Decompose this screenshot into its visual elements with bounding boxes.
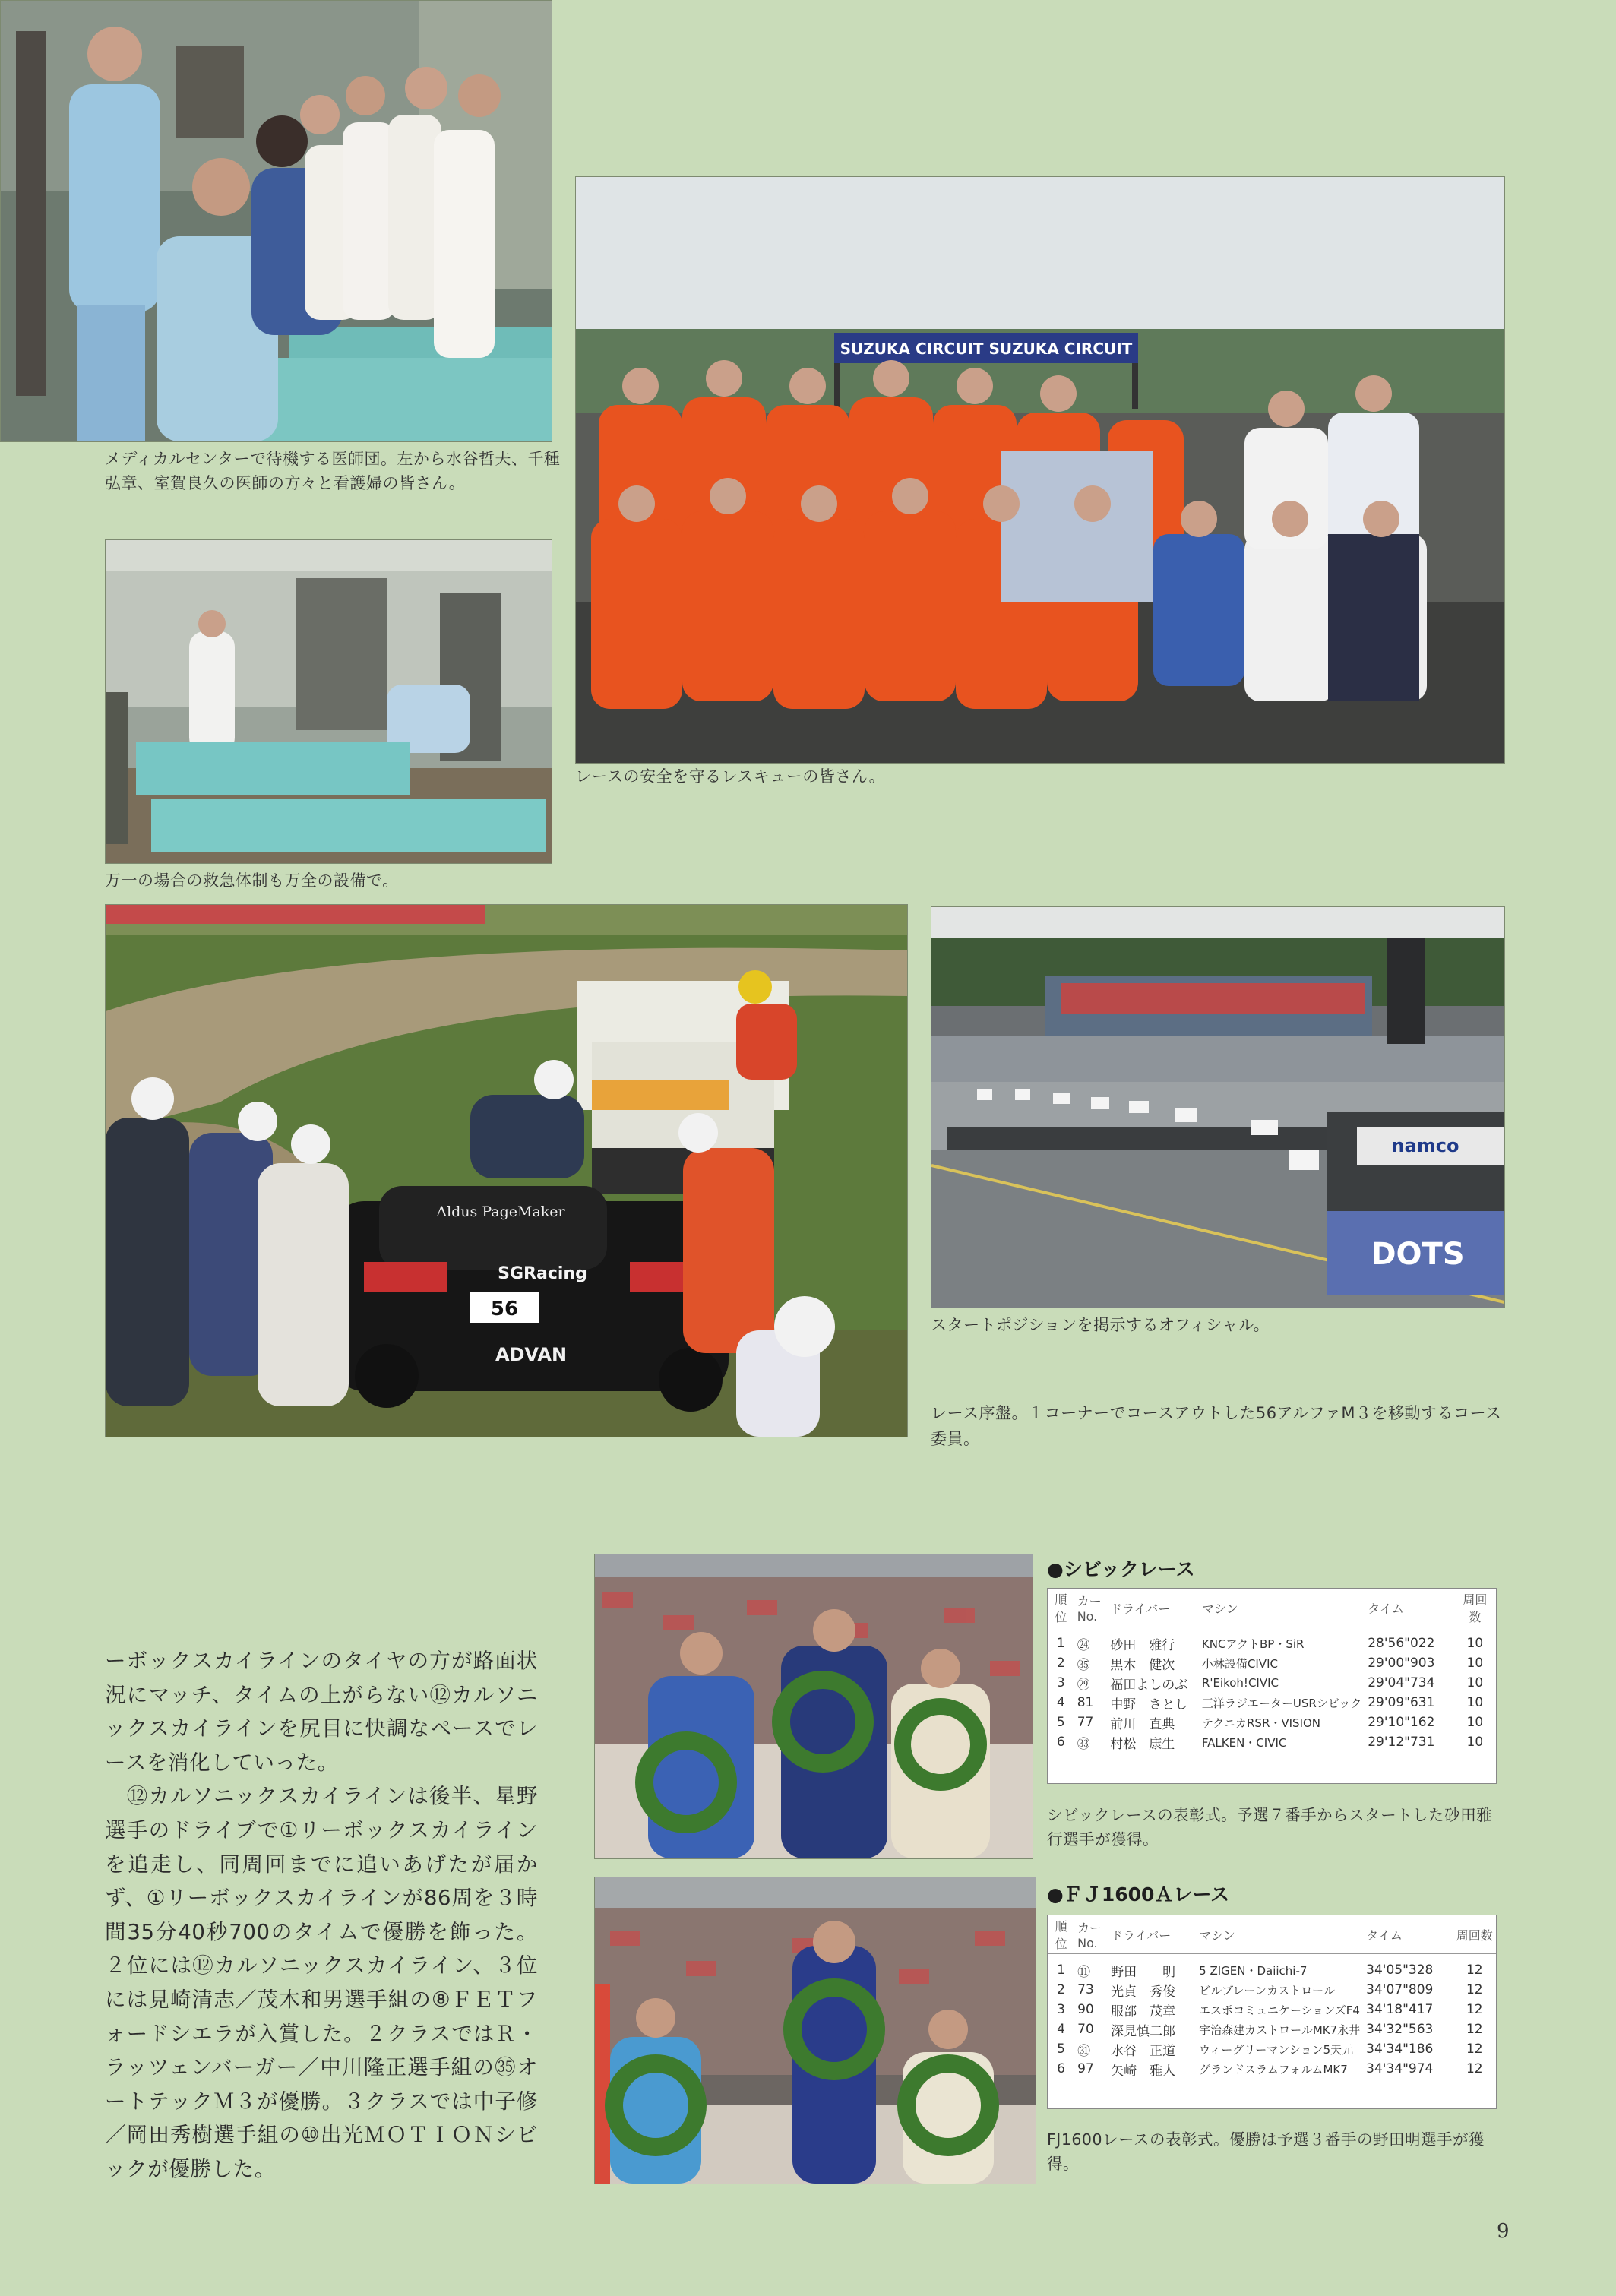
photo-course-out-car (105, 904, 908, 1437)
cell-car-number: 97 (1077, 2061, 1094, 2076)
photo-start-position (931, 906, 1505, 1308)
cell-driver: 前川 直典 (1110, 1716, 1175, 1732)
cell-driver: 矢崎 雅人 (1111, 2063, 1176, 2079)
col-position: 順位 (1048, 1589, 1074, 1627)
cell-driver: 村松 康生 (1110, 1736, 1175, 1752)
car-sponsor-mid: SGRacing (498, 1264, 587, 1283)
fj-results-table (1047, 1915, 1497, 2109)
cell-time: 34'34"974 (1366, 2061, 1434, 2076)
start-position-image (931, 907, 1504, 1308)
cell-car-number: 77 (1077, 1715, 1094, 1730)
fj-results-title: ●ＦＪ1600Ａレース (1047, 1883, 1230, 1905)
cell-laps: 10 (1466, 1735, 1484, 1750)
cell-laps: 10 (1466, 1656, 1484, 1671)
course-out-car-image (106, 905, 907, 1437)
table-row (1048, 1653, 1496, 1673)
col-car-number: カーNo. (1074, 1915, 1108, 1954)
cell-time: 34'34"186 (1366, 2041, 1434, 2057)
cell-machine: FALKEN・CIVIC (1201, 1735, 1287, 1750)
table-row (1048, 1954, 1496, 1981)
cell-time: 29'09"631 (1368, 1695, 1435, 1710)
cell-time: 34'32"563 (1366, 2022, 1434, 2037)
table-row (1048, 1732, 1496, 1752)
cell-position: 1 (1056, 1636, 1065, 1651)
cell-laps: 12 (1466, 1962, 1483, 1978)
circuit-banner-text: SUZUKA CIRCUIT SUZUKA CIRCUIT (840, 340, 1133, 358)
cell-laps: 10 (1466, 1715, 1484, 1730)
cell-laps: 12 (1466, 2041, 1483, 2057)
table-row (1048, 1713, 1496, 1732)
table-row (1048, 2039, 1496, 2059)
cell-machine: ビルブレーンカストロール (1199, 1983, 1335, 1997)
table-row (1048, 1693, 1496, 1713)
civic-results-title: ●シビックレース (1047, 1558, 1195, 1580)
cell-driver: 深見慎二郎 (1111, 2023, 1176, 2039)
cell-time: 34'07"809 (1366, 1982, 1434, 1997)
cell-time: 29'10"162 (1368, 1715, 1435, 1730)
cell-driver: 砂田 雅行 (1110, 1637, 1175, 1653)
cell-driver: 水谷 正道 (1111, 2043, 1176, 2059)
table-row (1048, 2019, 1496, 2039)
cell-car-number: 90 (1077, 2002, 1094, 2017)
cell-car-number: ⑪ (1077, 1964, 1091, 1980)
cell-machine: KNCアクトBP・SiR (1201, 1637, 1305, 1651)
caption-medical-staff: メディカルセンターで待機する医師団。左から水谷哲夫、千種弘章、室賀良久の医師の方々と看護婦の皆さん。 (105, 450, 561, 492)
cell-machine: R'Eikoh!CIVIC (1201, 1676, 1279, 1690)
cell-machine: テクニカRSR・VISION (1201, 1716, 1321, 1730)
article-body (105, 1644, 538, 2187)
caption-emergency: 万一の場合の救急体制も万全の設備で。 (105, 871, 399, 890)
fj-header-row (1048, 1915, 1496, 1954)
col-position: 順位 (1048, 1915, 1074, 1954)
cell-position: 5 (1057, 2041, 1065, 2057)
cell-driver: 黒木 健次 (1110, 1657, 1175, 1673)
cell-machine: ウィーグリーマンション5天元 (1199, 2042, 1354, 2057)
col-machine: マシン (1199, 1589, 1365, 1627)
col-driver: ドライバー (1108, 1915, 1196, 1954)
cell-driver: 野田 明 (1111, 1964, 1176, 1980)
table-row (1048, 1673, 1496, 1693)
cell-position: 4 (1056, 1695, 1065, 1710)
caption-rescue: レースの安全を守るレスキューの皆さん。 (575, 767, 886, 786)
cell-car-number: ㉛ (1077, 2043, 1091, 2059)
car-brand: ADVAN (495, 1344, 568, 1365)
article-paragraph-1: ーボックスカイラインのタイヤの方が路面状況にマッチ、タイムの上がらない⑫カルソニックスカイラインを尻目に快調なペースでレースを消化していった。 (105, 1649, 538, 1775)
emergency-room-image (106, 540, 552, 863)
cell-position: 4 (1057, 2022, 1065, 2037)
cell-time: 34'05"328 (1366, 1962, 1434, 1978)
col-machine: マシン (1196, 1915, 1363, 1954)
col-laps: 周回数 (1453, 1915, 1496, 1954)
cell-laps: 10 (1466, 1636, 1484, 1651)
cell-position: 5 (1056, 1715, 1065, 1730)
cell-time: 34'18"417 (1366, 2002, 1434, 2017)
cell-driver: 光貞 秀俊 (1111, 1984, 1176, 2000)
cell-machine: グランドスラムフォルムMK7 (1199, 2062, 1348, 2076)
cell-car-number: ㉟ (1077, 1657, 1090, 1673)
cell-time: 29'00"903 (1368, 1656, 1435, 1671)
table-row (1048, 1980, 1496, 2000)
cell-laps: 12 (1466, 2002, 1483, 2017)
cell-laps: 10 (1466, 1695, 1484, 1710)
cell-car-number: ㉝ (1077, 1736, 1090, 1752)
dots-sign: DOTS (1371, 1237, 1465, 1272)
photo-emergency-room (105, 539, 552, 864)
cell-time: 29'04"734 (1368, 1675, 1435, 1690)
caption-start-position: スタートポジションを掲示するオフィシャル。 (931, 1316, 1270, 1334)
cell-position: 6 (1057, 2061, 1065, 2076)
cell-position: 2 (1056, 1656, 1065, 1671)
medical-staff-image (1, 1, 552, 441)
cell-machine: 宇治森建カストロールMK7永井 (1199, 2022, 1361, 2037)
col-car-number: カーNo. (1074, 1589, 1108, 1627)
caption-course-out: レース序盤。１コーナーでコースアウトした56アルファM３を移動するコース委員。 (931, 1404, 1502, 1448)
cell-machine: 小林設備CIVIC (1201, 1656, 1278, 1671)
car-number: 56 (490, 1298, 519, 1320)
cell-position: 1 (1057, 1962, 1065, 1978)
cell-laps: 10 (1466, 1675, 1484, 1690)
cell-laps: 12 (1466, 2061, 1483, 2076)
cell-car-number: ㉙ (1077, 1677, 1090, 1693)
cell-machine: エスポコミュニケーションズF4 (1199, 2003, 1360, 2017)
namco-sign: namco (1391, 1135, 1459, 1156)
cell-driver: 福田よしのぶ (1110, 1677, 1188, 1693)
rescue-team-image (576, 177, 1504, 763)
cell-machine: 三洋ラジエーターUSRシビック (1201, 1696, 1362, 1710)
civic-results-table (1047, 1588, 1497, 1784)
cell-time: 28'56"022 (1368, 1636, 1435, 1651)
civic-header-row (1048, 1589, 1496, 1627)
col-time: タイム (1365, 1589, 1453, 1627)
cell-position: 3 (1057, 2002, 1065, 2017)
cell-laps: 12 (1466, 2022, 1483, 2037)
article-paragraph-2: ⑫カルソニックスカイラインは後半、星野選手のドライブで①リーボックスカイラインを追走し、同周回までに追いあげたが届かず、①リーボックスカイラインが86周を３時間35分40秒700のタイムで優勝を飾った。２位には⑫カルソニックスカイライン、３位には見崎清志／茂木和男選手組の⑧ＦＥＴフォードシエラが入賞した。２クラスではＲ・ラッツェンバーガー／中川隆正選手組の㉟オートテックＭ３が優勝。３クラスでは中子修／岡田秀樹選手組の⑩出光ＭＯＴＩＯＮシビックが優勝した。 (105, 1784, 538, 2181)
cell-driver: 中野 さとし (1110, 1697, 1188, 1713)
page-number: 9 (1497, 2220, 1510, 2243)
cell-time: 29'12"731 (1368, 1735, 1435, 1750)
cell-car-number: 70 (1077, 2022, 1094, 2037)
cell-position: 3 (1056, 1675, 1065, 1690)
caption-fj-podium: FJ1600レースの表彰式。優勝は予選３番手の野田明選手が獲得。 (1047, 2130, 1485, 2173)
photo-fj-podium (594, 1877, 1036, 2184)
cell-position: 6 (1056, 1735, 1065, 1750)
cell-machine: 5 ZIGEN・Daiichi-7 (1199, 1963, 1308, 1978)
cell-position: 2 (1057, 1982, 1065, 1997)
col-time: タイム (1363, 1915, 1453, 1954)
cell-car-number: ㉔ (1077, 1637, 1090, 1653)
cell-car-number: 81 (1077, 1695, 1094, 1710)
caption-civic-podium: シビックレースの表彰式。予選７番手からスタートした砂田雅行選手が獲得。 (1047, 1806, 1493, 1849)
photo-rescue-team (575, 176, 1505, 764)
cell-laps: 12 (1466, 1982, 1483, 1997)
photo-medical-staff (0, 0, 552, 442)
table-row (1048, 2000, 1496, 2019)
fj-podium-image (595, 1877, 1036, 2184)
table-row (1048, 1627, 1496, 1654)
civic-podium-image (595, 1554, 1033, 1858)
table-row (1048, 2059, 1496, 2079)
cell-car-number: 73 (1077, 1982, 1094, 1997)
col-driver: ドライバー (1107, 1589, 1199, 1627)
photo-civic-podium (594, 1554, 1033, 1859)
col-laps: 周回数 (1454, 1589, 1496, 1627)
car-sponsor-top: Aldus PageMaker (436, 1203, 565, 1220)
cell-driver: 服部 茂章 (1111, 2003, 1176, 2019)
